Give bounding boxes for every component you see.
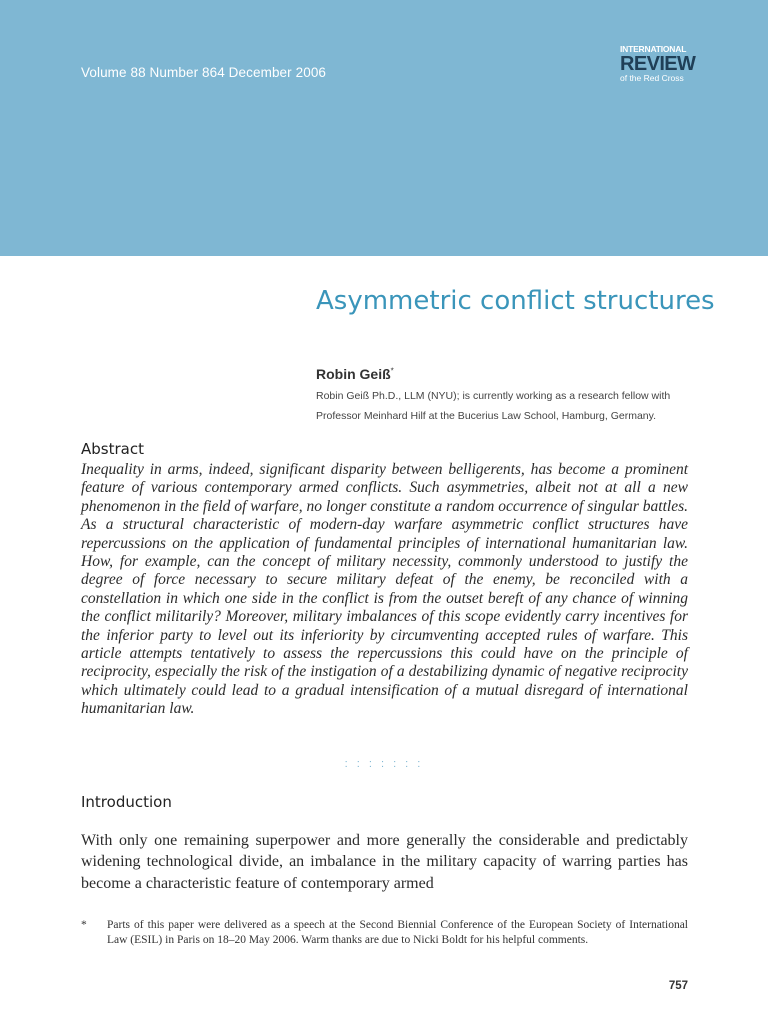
introduction-body: With only one remaining superpower and more generally the considerable and predictably widening technological divide, an imbalance in the military capacity of warring parties has become a characteristic feature of contemporary armed	[81, 832, 688, 892]
author-name	[316, 366, 394, 382]
footnote-mark: *	[81, 919, 87, 931]
logo-line-review: REVIEW	[620, 52, 696, 75]
issue-line: Volume 88 Number 864 December 2006	[81, 65, 327, 80]
introduction-heading: Introduction	[81, 793, 172, 811]
header-band	[0, 0, 768, 256]
author-footnote-mark: *	[390, 366, 394, 376]
abstract-body: Inequality in arms, indeed, significant disparity between belligerents, has become a prominent feature of various contemporary armed conflicts. Such asymmetries, albeit not at all a new phenomenon in the field of warfare, no longer constitute a random occurrence of singular battles. As a structural characteristic of modern-day warfare asymmetric conflict structures have repercussions on the application of fundamental principles of international humanitarian law. How, for example, can the concept of military necessity, commonly understood to justify the degree of force necessary to secure military defeat of the enemy, be reconciled with a constellation in which one side in the conflict is from the outset bereft of any chance of winning the conflict militarily? Moreover, military imbalances of this scope evidently carry incentives for the inferior party to level out its inferiority by circumventing accepted rules of warfare. This article attempts tentatively to assess the repercussions this could have on the principle of reciprocity, especially the risk of the instigation of a destabilizing dynamic of negative reciprocity which ultimately could lead to a gradual intensification of a mutual disregard of international humanitarian law.	[81, 461, 688, 718]
logo-line-international: INTERNATIONAL	[620, 44, 687, 54]
page-number: 757	[668, 980, 688, 992]
logo-line-red-cross: of the Red Cross	[620, 72, 684, 83]
author-affiliation: Robin Geiß Ph.D., LLM (NYU); is currently working as a research fellow with Professor Meinhard Hilf at the Bucerius Law School, Hamburg, Germany.	[316, 390, 671, 422]
author-name-text: Robin Geiß	[316, 366, 391, 382]
abstract-heading: Abstract	[81, 440, 144, 458]
article-title: Asymmetric conflict structures	[316, 286, 715, 316]
footnote	[81, 918, 688, 948]
footnote-text: Parts of this paper were delivered as a speech at the Second Biennial Conference of the European Society of International Law (ESIL) in Paris on 18–20 May 2006. Warm thanks are due to Nicki Boldt for his helpful comments.	[107, 919, 688, 946]
journal-logo	[620, 44, 696, 83]
section-divider: : : : : : : :	[344, 758, 424, 770]
